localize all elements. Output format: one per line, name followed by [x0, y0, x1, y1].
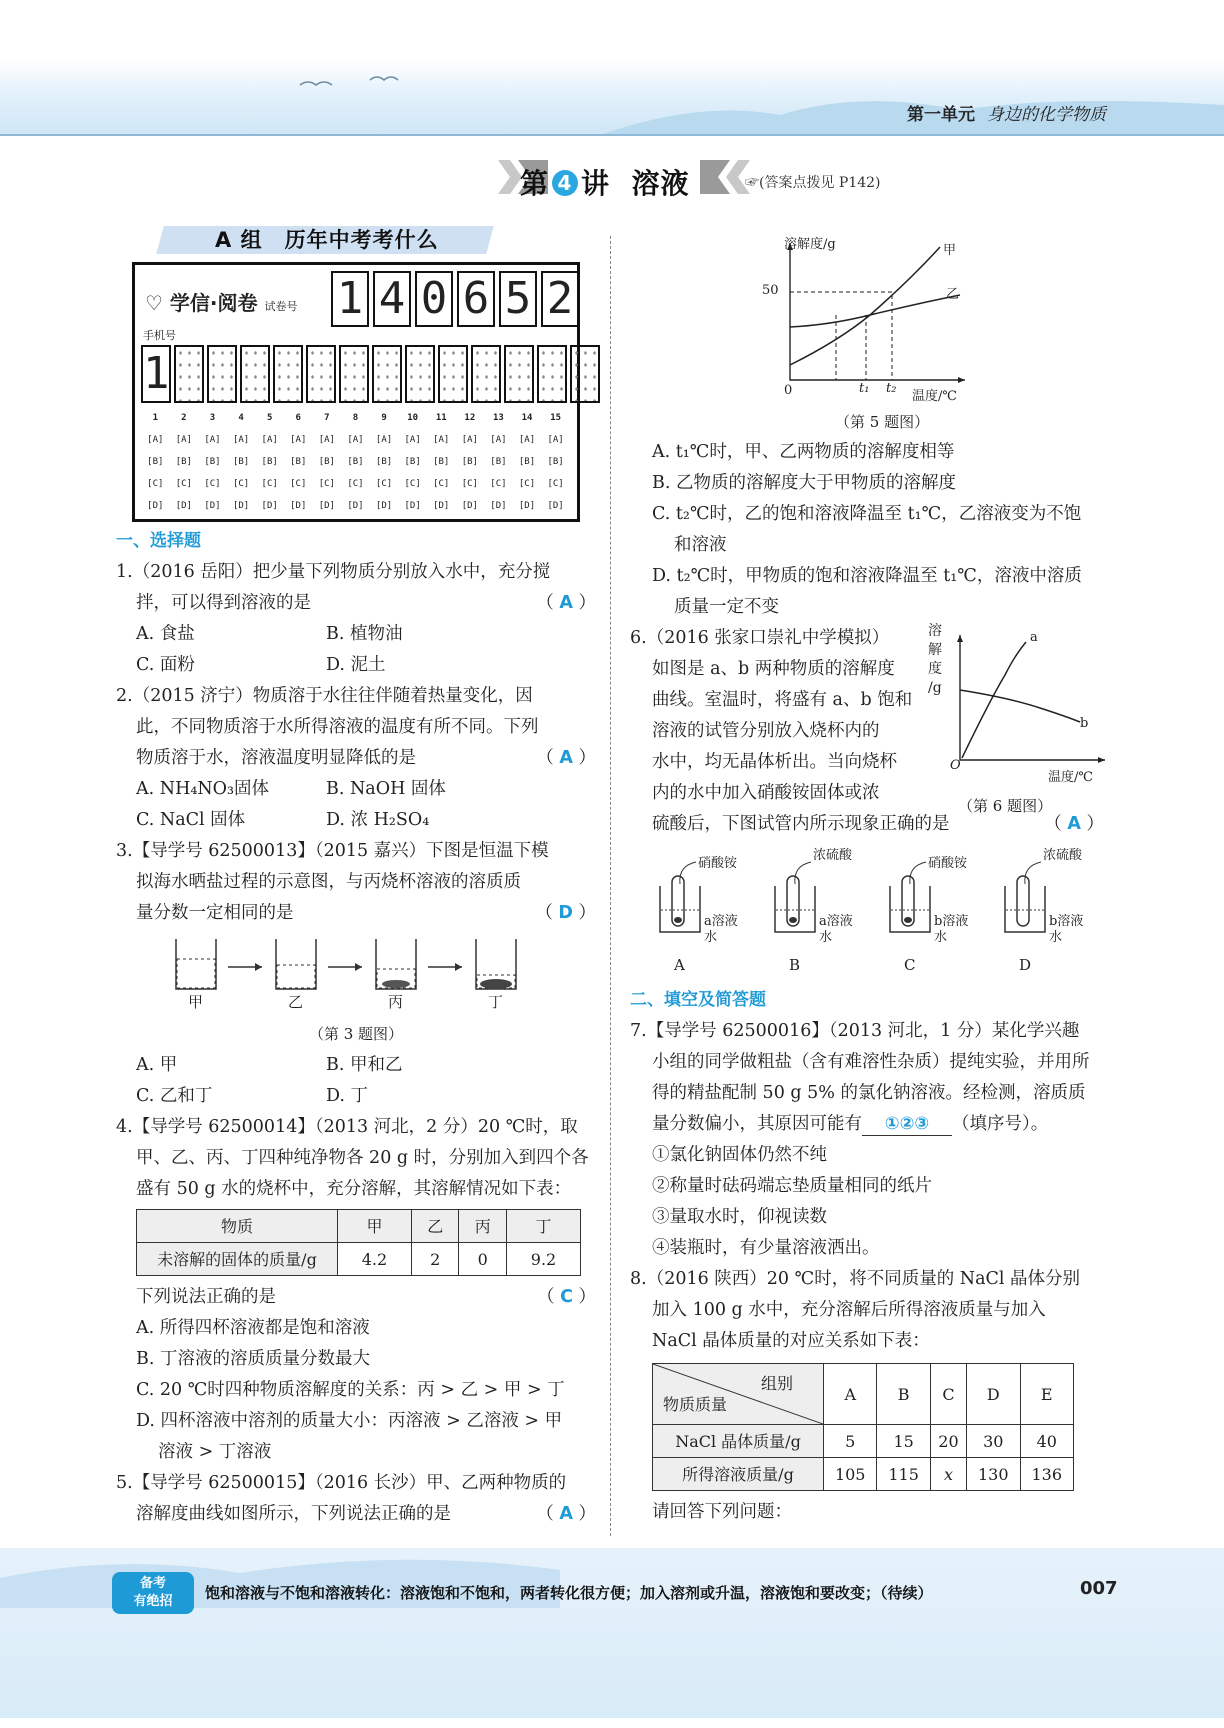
q1-line: 1.（2016 岳阳）把少量下列物质分别放入水中，充分搅 — [116, 562, 551, 582]
table-header-cell: 丙 — [459, 1210, 507, 1243]
section-heading-fill: 二、填空及简答题 — [630, 990, 766, 1010]
q2-options-row — [116, 805, 596, 836]
q5-chart — [762, 235, 970, 410]
logo-bottom-text: 有绝招 — [133, 1594, 173, 1609]
q8-line: 请回答下列问题： — [652, 1502, 792, 1522]
table-header-cell: 丁 — [507, 1210, 581, 1243]
tube-top-label: 浓硫酸 — [1043, 848, 1083, 863]
q1-options-row — [116, 619, 596, 650]
question-number: 12 — [464, 413, 476, 423]
table-cell: 未溶解的固体的质量/g — [137, 1243, 338, 1276]
option: A. t₁℃时，甲、乙两物质的溶解度相等 — [652, 442, 955, 462]
beaker-tube-icon — [890, 862, 930, 932]
answer-bubble: [B] — [232, 457, 250, 467]
answer-bubble: [B] — [490, 457, 507, 467]
corner-top-label: 组别 — [760, 1374, 793, 1393]
q7-line: 小组的同学做粗盐（含有难溶性杂质）提纯实验，并用所 — [652, 1052, 1090, 1072]
answer-bubble: [A] — [347, 435, 364, 445]
curve-b — [960, 690, 1080, 722]
table-header-cell: D — [967, 1364, 1020, 1425]
table-row — [653, 1364, 1074, 1425]
answer-bubble: [D] — [232, 501, 250, 511]
q1-options-row — [116, 650, 596, 681]
bubble-row — [141, 451, 571, 473]
table-corner-cell — [653, 1364, 824, 1425]
option-continued: 溶液 > 丁溶液 — [158, 1442, 272, 1462]
answer-bubble: [C] — [318, 479, 335, 489]
q7-item: ④装瓶时，有少量溶液洒出。 — [652, 1238, 880, 1258]
answer-bubble: [C] — [404, 479, 421, 489]
phone-digit-box — [339, 345, 369, 403]
question-number: 13 — [493, 413, 504, 423]
answer-bubble: [C] — [461, 479, 478, 489]
q3-options-row — [116, 1050, 596, 1081]
phone-digit-box: 1 — [141, 345, 171, 403]
answer-sheet — [132, 262, 580, 522]
exam-number-label: 试卷号 — [264, 300, 298, 313]
answer-bubble: [C] — [147, 479, 164, 489]
q6-line: 如图是 a、b 两种物质的溶解度 — [652, 659, 895, 679]
table-cell: x — [930, 1458, 966, 1491]
bubble-row — [141, 473, 571, 495]
table-header-cell: 物质 — [137, 1210, 338, 1243]
tube-side-label: b溶液 — [1049, 914, 1084, 929]
chart-x-tick: t₂ — [886, 381, 897, 396]
table-cell: 40 — [1020, 1425, 1074, 1458]
beaker-icon — [276, 939, 316, 989]
q7-item: ③量取水时，仰视读数 — [652, 1207, 827, 1227]
q1-line: 拌，可以得到溶液的是 （ A ） — [116, 588, 596, 619]
q7-answer-blank: ①②③ — [862, 1113, 952, 1136]
q1-answer: （ A ） — [536, 593, 596, 613]
q3-answer: （ D ） — [535, 903, 596, 923]
answer-bubble: [D] — [347, 501, 364, 511]
option: C. t₂℃时，乙的饱和溶液降温至 t₁℃，乙溶液变为不饱 — [652, 504, 1082, 524]
phone-digit-box — [471, 345, 501, 403]
table-row — [653, 1458, 1074, 1491]
answer-bubble: [C] — [204, 479, 221, 489]
option: A. 所得四杯溶液都是饱和溶液 — [136, 1318, 370, 1338]
q2-line: 物质溶于水，溶液温度明显降低的是 （ A ） — [116, 743, 596, 774]
exam-digit: 0 — [415, 271, 453, 327]
q6-chart — [928, 623, 1110, 785]
answer-bubble: [A] — [147, 435, 164, 445]
q7-line: 7.【导学号 62500016】（2013 河北，1 分）某化学兴趣 — [630, 1021, 1080, 1041]
question-number: 9 — [381, 413, 387, 423]
answer-bubble: [A] — [404, 435, 421, 445]
q2-answer: （ A ） — [536, 748, 596, 768]
logo-top-text: 备考 — [139, 1576, 166, 1591]
answer-bubble: [B] — [318, 457, 335, 467]
option: C. 20 ℃时四种物质溶解度的关系：丙 > 乙 > 甲 > 丁 — [136, 1380, 565, 1400]
answer-bubble: [B] — [347, 457, 364, 467]
q4-table — [136, 1209, 581, 1276]
tube-water-label: 水 — [1049, 930, 1063, 945]
q3-caption: （第 3 题图） — [308, 1025, 404, 1043]
bubble-row — [141, 495, 571, 517]
answer-bubble: [D] — [375, 501, 393, 511]
series-label: a — [1030, 630, 1038, 645]
exam-number-boxes — [331, 271, 579, 327]
table-row — [653, 1425, 1074, 1458]
answer-bubble: [B] — [204, 457, 221, 467]
q8-line: 8.（2016 陕西）20 ℃时，将不同质量的 NaCl 晶体分别 — [630, 1269, 1081, 1289]
bird-icon — [370, 77, 398, 80]
q5-caption: （第 5 题图） — [835, 413, 930, 431]
answer-bubble: [B] — [461, 457, 478, 467]
phone-digit-box — [306, 345, 336, 403]
bird-icon — [300, 82, 332, 85]
chart-xlabel: 温度/℃ — [1048, 770, 1093, 785]
bubble-grid — [141, 407, 571, 517]
answer-bubble: [B] — [404, 457, 421, 467]
series-label: 甲 — [943, 243, 957, 258]
answer-bubble: [A] — [547, 435, 564, 445]
exam-digit: 6 — [457, 271, 495, 327]
answer-bubble: [C] — [232, 479, 250, 489]
question-number: 5 — [266, 413, 273, 423]
tube-top-label: 硝酸铵 — [928, 856, 968, 871]
page-number: 007 — [1080, 1578, 1118, 1599]
option: D. t₂℃时，甲物质的饱和溶液降温至 t₁℃，溶液中溶质 — [652, 566, 1082, 586]
q4-line: 下列说法正确的是 （ C ） — [116, 1282, 596, 1313]
table-header-cell: B — [877, 1364, 930, 1425]
solubility-curve-chart-q5 — [770, 235, 970, 410]
q6-line: 6.（2016 张家口崇礼中学模拟） — [630, 628, 890, 648]
answer-bubble: [A] — [232, 435, 250, 445]
option: C. NaCl 固体 — [136, 810, 246, 830]
chart-axes — [960, 635, 1105, 760]
lecture-title: 第 4 讲 溶液 — [520, 167, 690, 200]
answer-bubble: [A] — [290, 435, 307, 445]
beaker-tube-icon — [775, 862, 815, 932]
question-number: 14 — [521, 413, 533, 423]
answer-bubble: [C] — [290, 479, 307, 489]
q6-line: 硫酸后，下图试管内所示现象正确的是 （ A ） — [652, 809, 1104, 840]
q4-answer: （ C ） — [537, 1287, 596, 1307]
question-number: 6 — [295, 413, 301, 423]
series-label: 乙 — [946, 287, 960, 302]
question-number: 4 — [238, 413, 244, 423]
answer-bubble: [D] — [490, 501, 507, 511]
tip-logo — [112, 1572, 194, 1614]
answer-bubble: [D] — [547, 501, 564, 511]
table-header-cell: 乙 — [411, 1210, 459, 1243]
q4-line: 甲、乙、丙、丁四种纯净物各 20 g 时，分别加入到四个各 — [136, 1148, 589, 1168]
answer-bubble: [C] — [347, 479, 364, 489]
q2-options-row — [116, 774, 596, 805]
beaker-label: 乙 — [288, 993, 304, 1011]
table-cell: 0 — [459, 1243, 507, 1276]
column-divider — [610, 236, 611, 1536]
group-title: A 组 历年中考考什么 — [215, 228, 439, 252]
answer-bubble: [C] — [261, 479, 278, 489]
corner-bottom-label: 物质质量 — [663, 1395, 728, 1414]
table-cell: 20 — [930, 1425, 966, 1458]
table-cell: 136 — [1020, 1458, 1074, 1491]
chart-axes — [790, 243, 965, 380]
table-cell: NaCl 晶体质量/g — [653, 1425, 824, 1458]
answer-bubble: [D] — [204, 501, 221, 511]
tube-water-label: 水 — [819, 930, 833, 945]
table-cell: 2 — [411, 1243, 459, 1276]
answer-bubble: [D] — [461, 501, 478, 511]
answer-bubble: [C] — [518, 479, 536, 489]
option: D. 浓 H₂SO₄ — [326, 810, 430, 830]
q6-line: 曲线。室温时，将盛有 a、b 饱和 — [652, 690, 913, 710]
q3-figure — [116, 929, 596, 1019]
answer-bubble: [A] — [175, 435, 193, 445]
q3-line: 量分数一定相同的是 （ D ） — [116, 898, 596, 929]
curve-jia — [790, 247, 940, 365]
answer-bubble: [B] — [375, 457, 393, 467]
answer-bubble: [B] — [261, 457, 278, 467]
question-number: 10 — [407, 413, 419, 423]
q8-table — [652, 1363, 1074, 1491]
table-cell: 5 — [824, 1425, 877, 1458]
table-row — [137, 1210, 581, 1243]
table-cell: 4.2 — [338, 1243, 412, 1276]
chart-x-tick: t₁ — [859, 381, 870, 396]
phone-digit-box — [372, 345, 402, 403]
unit-title: 第一单元 身边的化学物质 — [907, 105, 1106, 125]
tube-side-label: a溶液 — [704, 914, 738, 929]
exam-digit: 5 — [499, 271, 537, 327]
q2-line: 此，不同物质溶于水所得溶液的温度有所不同。下列 — [136, 717, 539, 737]
answer-bubble: [C] — [490, 479, 507, 489]
lecture-number-badge: 4 — [552, 170, 578, 196]
answer-bubble: [D] — [318, 501, 335, 511]
exam-digit: 4 — [373, 271, 411, 327]
chart-ylabel: 溶 解 度 /g — [928, 623, 942, 696]
option: B. 甲和乙 — [326, 1055, 403, 1075]
table-cell: 15 — [877, 1425, 930, 1458]
option-continued: 质量一定不变 — [674, 597, 779, 617]
unit-subtitle: 身边的化学物质 — [987, 105, 1106, 125]
option: A. 甲 — [136, 1055, 178, 1075]
answer-bubble: [C] — [175, 479, 193, 489]
q6-answer: （ A ） — [1044, 814, 1104, 834]
answer-bubble: [A] — [318, 435, 335, 445]
option: B. 乙物质的溶解度大于甲物质的溶解度 — [652, 473, 956, 493]
q5-line: 5.【导学号 62500015】（2016 长沙）甲、乙两种物质的 — [116, 1473, 567, 1493]
answer-sheet-brand: ♡ 学信·阅卷 试卷号 — [145, 291, 298, 315]
table-cell: 30 — [967, 1425, 1020, 1458]
tube-letter: D — [1019, 956, 1032, 974]
question-number: 7 — [324, 413, 330, 423]
table-header-cell: 甲 — [338, 1210, 412, 1243]
q3-options-row — [116, 1081, 596, 1112]
tube-top-label: 硝酸铵 — [698, 856, 738, 871]
q6-line: 溶液的试管分别放入烧杯内的 — [652, 721, 880, 741]
answer-bubble: [A] — [433, 435, 450, 445]
option-continued: 和溶液 — [674, 535, 727, 555]
phone-digit-box — [438, 345, 468, 403]
right-column-lower — [630, 985, 1110, 1528]
phone-digit-box — [570, 345, 600, 403]
phone-digit-box — [207, 345, 237, 403]
option: B. NaOH 固体 — [326, 779, 446, 799]
tube-letter: C — [904, 956, 916, 974]
answer-bubble: [B] — [175, 457, 193, 467]
beaker-icon — [376, 939, 416, 989]
phone-digit-box — [405, 345, 435, 403]
left-column — [116, 526, 596, 1530]
q7-line: 量分数偏小，其原因可能有 ①②③ （填序号）。 — [652, 1114, 1049, 1134]
q8-line: 加入 100 g 水中，充分溶解后所得溶液质量与加入 — [652, 1300, 1046, 1320]
tube-top-label: 浓硫酸 — [813, 848, 853, 863]
question-number: 2 — [181, 413, 187, 423]
tube-letter: A — [674, 956, 685, 974]
chart-y-tick: 50 — [762, 283, 779, 298]
tube-letter: B — [789, 956, 801, 974]
q6-caption: （第 6 题图） — [958, 797, 1053, 815]
answer-bubble: [A] — [204, 435, 221, 445]
option: C. 乙和丁 — [136, 1086, 213, 1106]
chart-xlabel: 温度/℃ — [912, 389, 957, 404]
phone-digit-box — [273, 345, 303, 403]
answer-bubble: [D] — [147, 501, 164, 511]
footer-tip: 饱和溶液与不饱和溶液转化：溶液饱和不饱和，两者转化很方便；加入溶剂或升温，溶液饱和要改变；（待续） — [205, 1584, 933, 1602]
beaker-icon — [476, 939, 516, 989]
option: A. NH₄NO₃固体 — [136, 779, 270, 799]
q4-line: 4.【导学号 62500014】（2013 河北，2 分）20 ℃时，取 — [116, 1117, 578, 1137]
answer-bubble: [B] — [547, 457, 564, 467]
chart-origin: O — [950, 758, 961, 773]
q3-line: 3.【导学号 62500013】（2015 嘉兴）下图是恒温下模 — [116, 841, 549, 861]
phone-digit-box — [174, 345, 204, 403]
beaker-label: 甲 — [188, 993, 204, 1011]
phone-number-boxes — [141, 345, 600, 403]
question-number: 11 — [435, 413, 447, 423]
q7-item: ①氯化钠固体仍然不纯 — [652, 1145, 827, 1165]
question-number: 8 — [352, 413, 359, 423]
answer-bubble: [B] — [518, 457, 536, 467]
series-label: b — [1080, 716, 1089, 731]
q2-line: 2.（2015 济宁）物质溶于水往往伴随着热量变化，因 — [116, 686, 533, 706]
answer-bubble: [A] — [518, 435, 536, 445]
tube-side-label: a溶液 — [819, 914, 853, 929]
answer-bubble: [C] — [433, 479, 450, 489]
question-number: 15 — [550, 413, 562, 423]
answer-bubble: [C] — [547, 479, 564, 489]
tube-water-label: 水 — [934, 930, 948, 945]
tube-water-label: 水 — [704, 930, 718, 945]
answer-bubble: [D] — [404, 501, 421, 511]
answer-bubble: [D] — [433, 501, 450, 511]
option: B. 植物油 — [326, 624, 403, 644]
question-number: 3 — [209, 413, 216, 423]
option: C. 面粉 — [136, 655, 195, 675]
q6-tubes-figure — [630, 850, 1110, 980]
q5-answer: （ A ） — [536, 1504, 596, 1524]
answer-bubble: [D] — [261, 501, 278, 511]
q4-line: 盛有 50 g 水的烧杯中，充分溶解，其溶解情况如下表： — [136, 1179, 572, 1199]
table-header-cell: C — [930, 1364, 966, 1425]
table-header-cell: A — [824, 1364, 877, 1425]
q6-line: 水中，均无晶体析出。当向烧杯 — [652, 752, 897, 772]
bubble-number-row — [141, 407, 571, 429]
option: B. 丁溶液的溶质质量分数最大 — [136, 1349, 370, 1369]
answer-reference-note: ☞(答案点拨见 P142) — [745, 175, 881, 191]
table-cell: 115 — [877, 1458, 930, 1491]
q7-item: ②称量时砝码端忘垫质量相同的纸片 — [652, 1176, 932, 1196]
exam-digit: 2 — [541, 271, 579, 327]
table-cell: 9.2 — [507, 1243, 581, 1276]
q5-line: 溶解度曲线如图所示，下列说法正确的是 （ A ） — [116, 1499, 596, 1530]
option: A. 食盐 — [136, 624, 195, 644]
answer-bubble: [D] — [175, 501, 193, 511]
option: D. 四杯溶液中溶剂的质量大小：丙溶液 > 乙溶液 > 甲 — [136, 1411, 563, 1431]
chart-origin: 0 — [784, 383, 793, 398]
q6-line: 内的水中加入硝酸铵固体或浓 — [652, 783, 880, 803]
answer-bubble: [B] — [290, 457, 307, 467]
table-header-cell: E — [1020, 1364, 1074, 1425]
brand-logo-icon: ♡ — [145, 291, 163, 315]
curve-a — [962, 642, 1026, 758]
beaker-tube-icon — [660, 862, 700, 932]
tube-side-label: b溶液 — [934, 914, 969, 929]
option: D. 丁 — [326, 1086, 369, 1106]
phone-digit-box — [240, 345, 270, 403]
answer-bubble: [A] — [461, 435, 478, 445]
answer-bubble: [A] — [261, 435, 278, 445]
answer-bubble: [A] — [375, 435, 393, 445]
question-number: 1 — [152, 413, 158, 423]
beaker-tube-icon — [1005, 862, 1045, 932]
q3-line: 拟海水晒盐过程的示意图，与丙烧杯溶液的溶质质 — [136, 872, 521, 892]
q7-line: 得的精盐配制 50 g 5% 的氯化钠溶液。经检测，溶质质 — [652, 1083, 1086, 1103]
answer-bubble: [A] — [490, 435, 507, 445]
table-cell: 105 — [824, 1458, 877, 1491]
chart-ylabel: 溶解度/g — [784, 237, 836, 252]
option: D. 泥土 — [326, 655, 386, 675]
phone-digit-box — [504, 345, 534, 403]
header-rule — [0, 134, 1224, 136]
beaker-label: 丁 — [488, 993, 504, 1011]
table-cell: 130 — [967, 1458, 1020, 1491]
table-cell: 所得溶液质量/g — [653, 1458, 824, 1491]
beaker-icon — [176, 939, 216, 989]
beaker-label: 丙 — [388, 993, 404, 1011]
bubble-row — [141, 429, 571, 451]
answer-bubble: [C] — [375, 479, 393, 489]
answer-bubble: [D] — [290, 501, 307, 511]
phone-digit-box — [537, 345, 567, 403]
answer-bubble: [B] — [147, 457, 164, 467]
phone-label: 手机号 — [143, 329, 176, 342]
section-heading-choice: 一、选择题 — [116, 531, 201, 551]
answer-bubble: [D] — [518, 501, 536, 511]
answer-bubble: [B] — [433, 457, 450, 467]
q8-line: NaCl 晶体质量的对应关系如下表： — [652, 1331, 930, 1351]
exam-digit: 1 — [331, 271, 369, 327]
table-row — [137, 1243, 581, 1276]
